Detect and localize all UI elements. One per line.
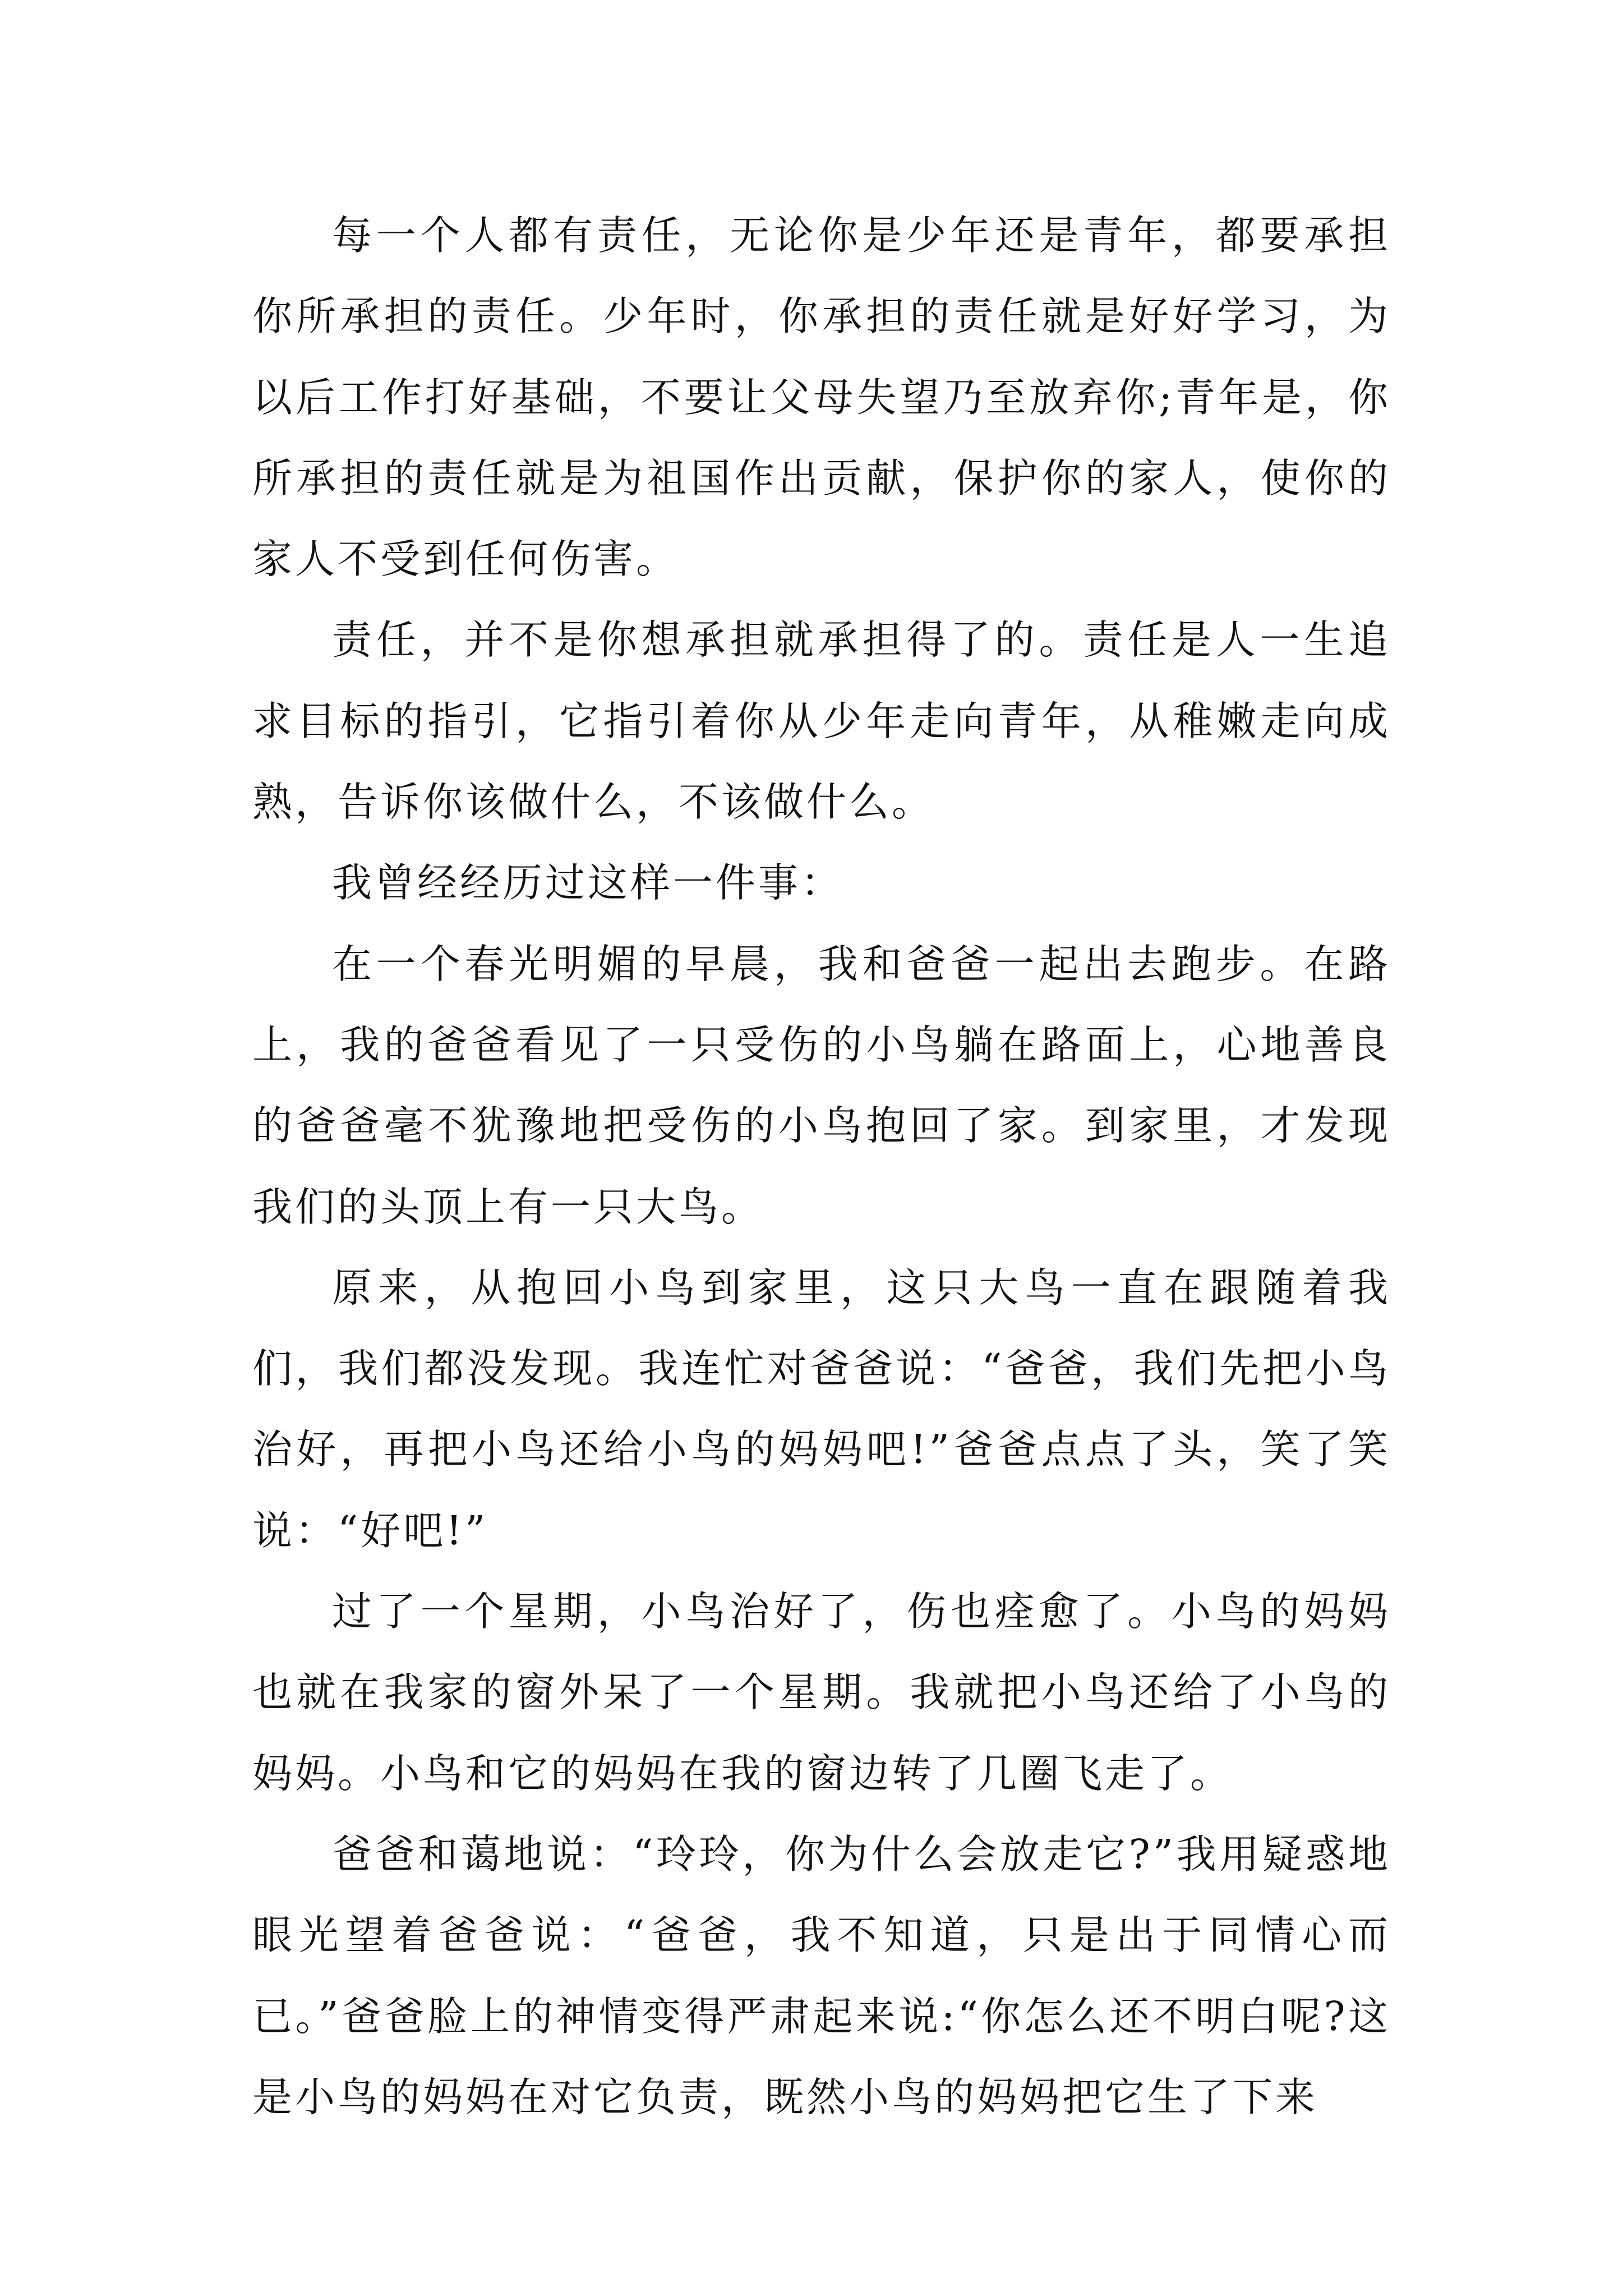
paragraph-7: 爸爸和蔼地说：“玲玲，你为什么会放走它?”我用疑惑地眼光望着爸爸说：“爸爸，我不知道，只是出于同情心而已。”爸爸脸上的神情变得严肃起来说:“你怎么还不明白呢?这是小鸟的妈妈在对它负责，既然小鸟的妈妈把它生了下来 bbox=[252, 1830, 1391, 2120]
paragraph-5: 原来，从抱回小鸟到家里，这只大鸟一直在跟随着我们，我们都没发现。我连忙对爸爸说：“爸爸，我们先把小鸟治好，再把小鸟还给小鸟的妈妈吧!”爸爸点点了头，笑了笑说：“好吧!” bbox=[252, 1264, 1391, 1554]
paragraph-2: 责任，并不是你想承担就承担得了的。责任是人一生追求目标的指引，它指引着你从少年走向青年，从稚嫩走向成熟，告诉你该做什么，不该做什么。 bbox=[252, 616, 1391, 826]
paragraph-3: 我曾经经历过这样一件事： bbox=[332, 859, 844, 907]
document-body bbox=[252, 195, 1391, 2138]
paragraph-4: 在一个春光明媚的早晨，我和爸爸一起出去跑步。在路上，我的爸爸看见了一只受伤的小鸟躺在路面上，心地善良的爸爸毫不犹豫地把受伤的小鸟抱回了家。到家里，才发现我们的头顶上有一只大鸟。 bbox=[252, 940, 1391, 1230]
paragraph-1: 每一个人都有责任，无论你是少年还是青年，都要承担你所承担的责任。少年时，你承担的责任就是好好学习，为以后工作打好基础，不要让父母失望乃至放弃你;青年是，你所承担的责任就是为祖国作出贡献，保护你的家人，使你的家人不受到任何伤害。 bbox=[252, 212, 1391, 583]
paragraph-6: 过了一个星期，小鸟治好了，伤也痊愈了。小鸟的妈妈也就在我家的窗外呆了一个星期。我就把小鸟还给了小鸟的妈妈。小鸟和它的妈妈在我的窗边转了几圈飞走了。 bbox=[252, 1588, 1391, 1797]
